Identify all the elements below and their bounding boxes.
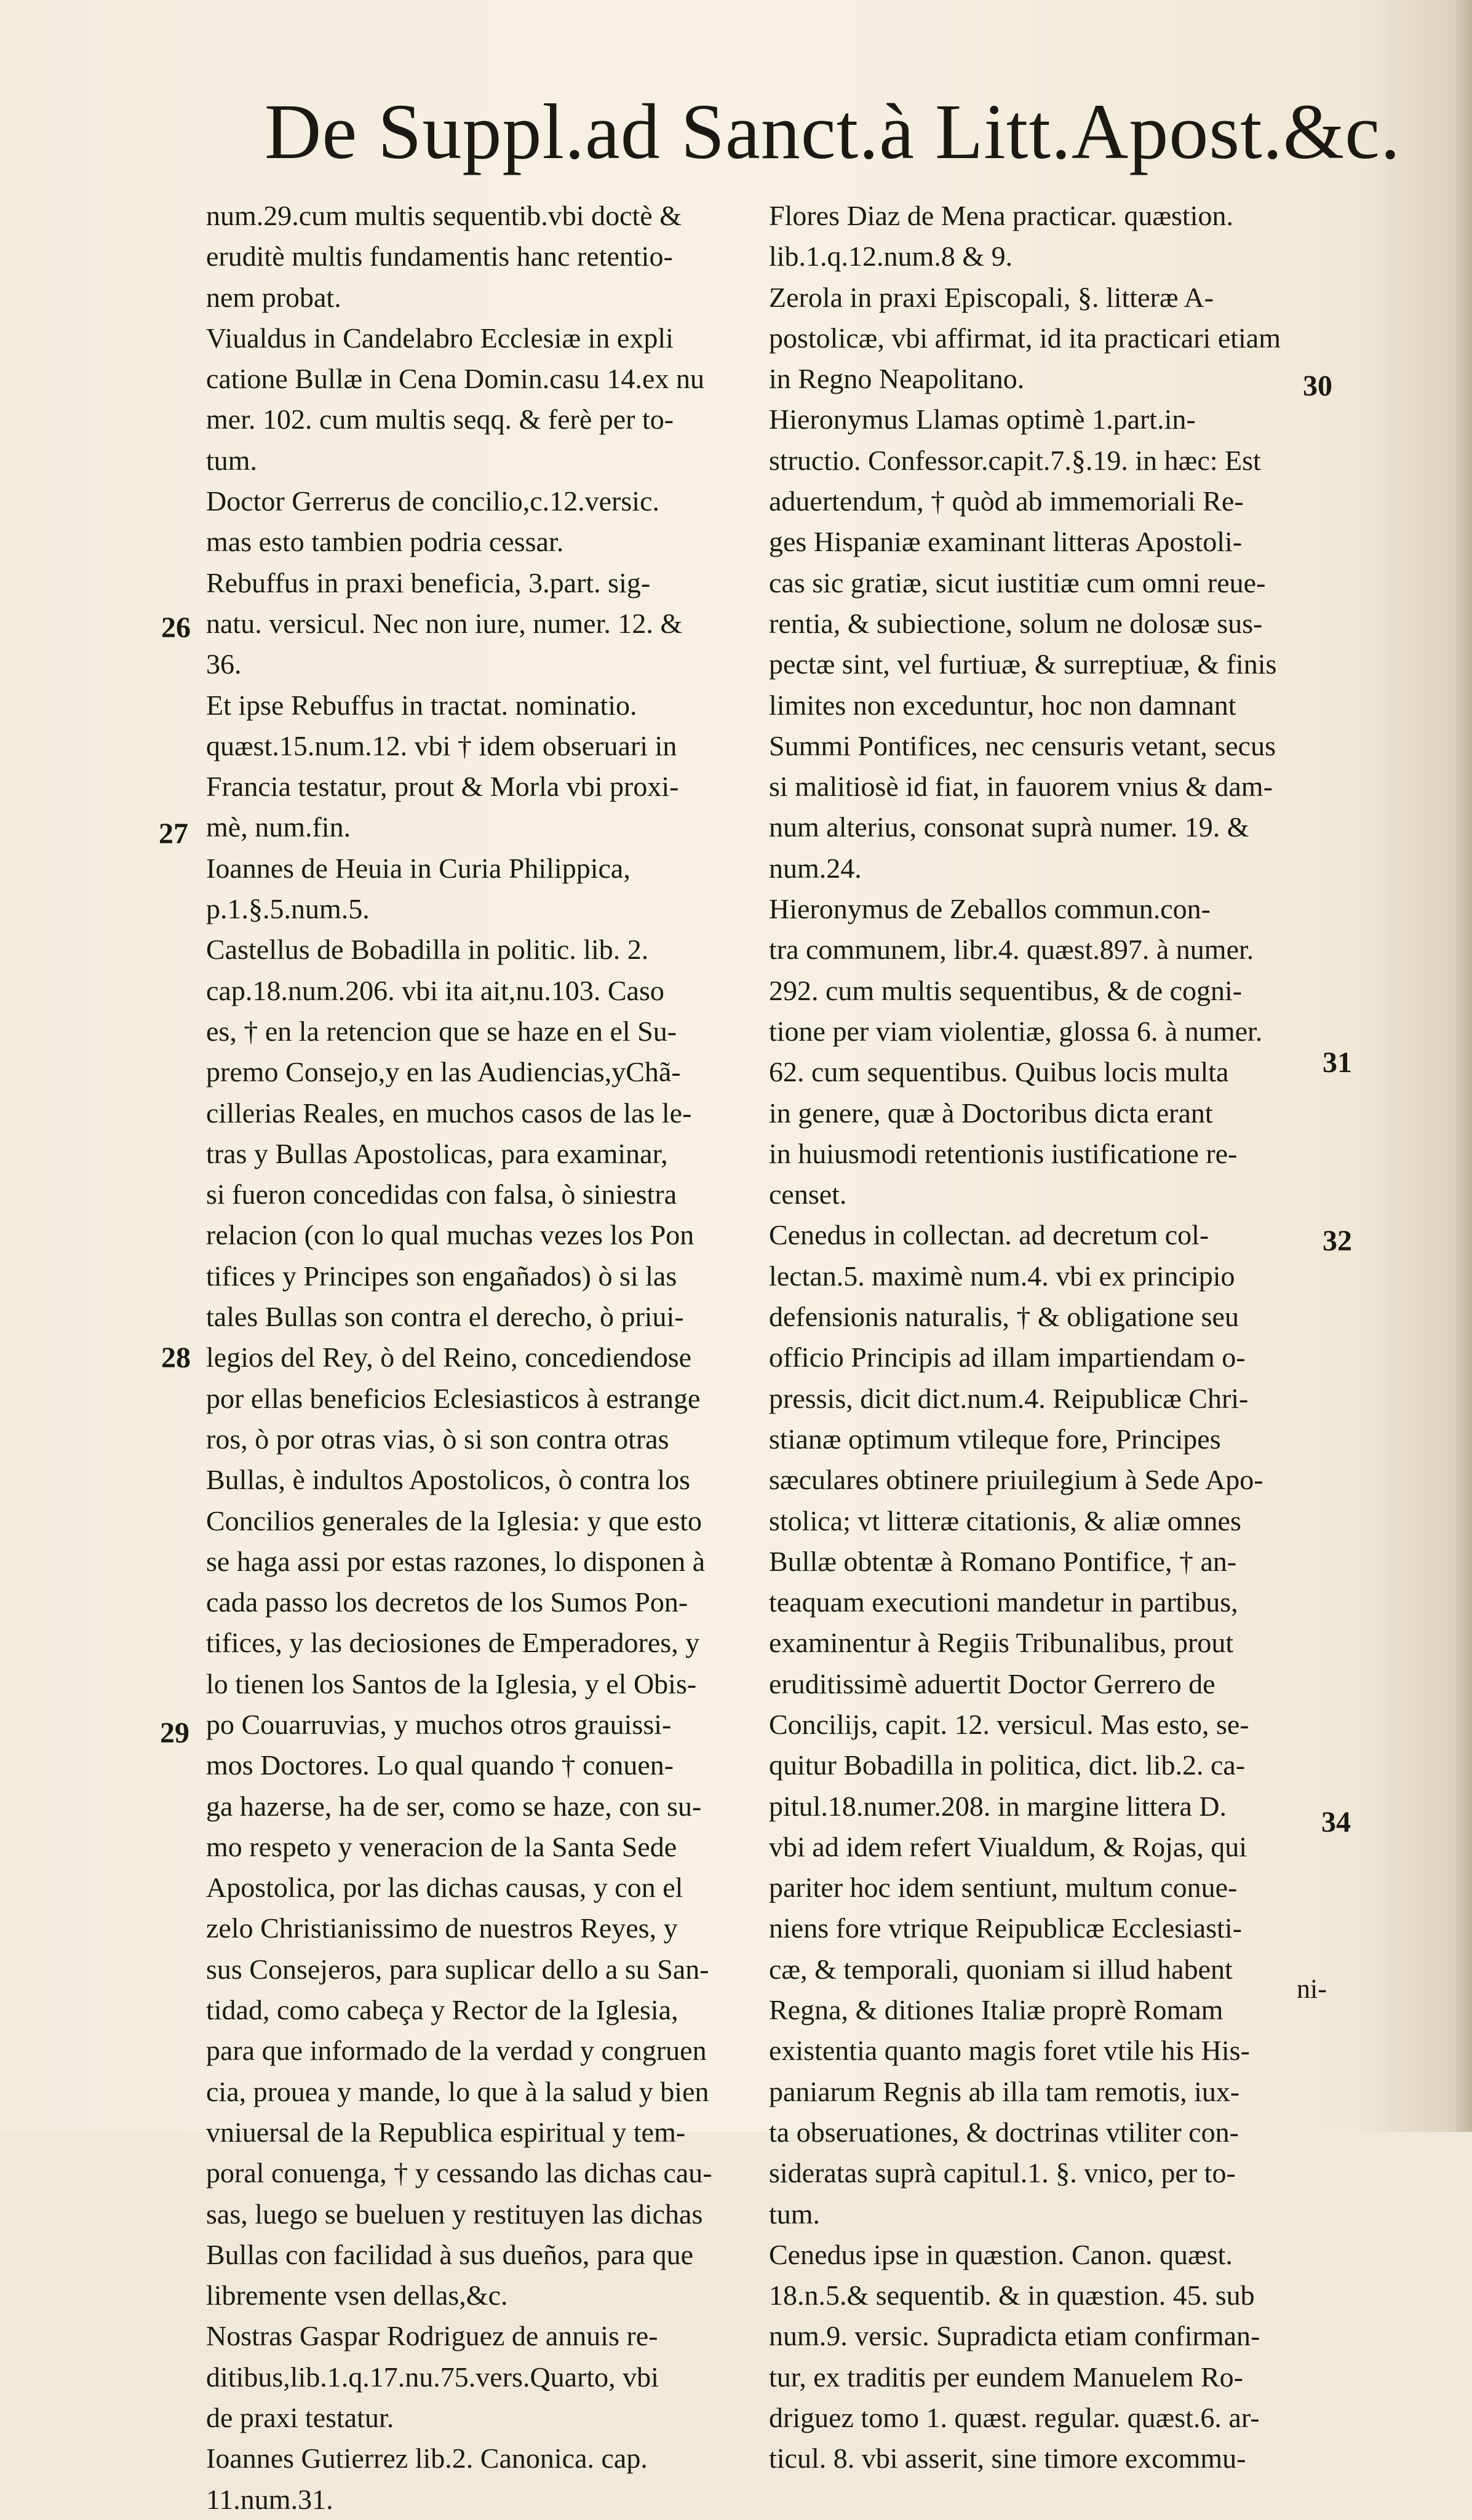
text-line: ditibus,lib.1.q.17.nu.75.vers.Quarto, vbi: [206, 2361, 659, 2393]
text-line: ges Hispaniæ examinant litteras Apostoli-: [769, 526, 1243, 558]
text-line: po Couarruvias, y muchos otros grauissi-: [206, 1708, 672, 1740]
text-line: cia, prouea y mande, lo que à la salud y bien: [206, 2075, 709, 2107]
text-line: mos Doctores. Lo qual quando † conuen-: [206, 1749, 674, 1781]
page-binding-edge: [1456, 0, 1472, 2132]
text-line: mè, num.fin.: [206, 811, 351, 843]
text-line: driguez tomo 1. quæst. regular. quæst.6. ar-: [769, 2402, 1260, 2434]
text-line: Viualdus in Candelabro Ecclesiæ in expli: [206, 322, 674, 354]
text-line: pitul.18.numer.208. in margine littera D.: [769, 1790, 1227, 1822]
text-line: Bullas, è indultos Apostolicos, ò contra los: [206, 1464, 691, 1496]
margin-number: 34: [1321, 1806, 1351, 1838]
text-line: Rebuffus in praxi beneficia, 3.part. sig-: [206, 566, 651, 598]
text-line: lo tienen los Santos de la Iglesia, y el Obis-: [206, 1667, 697, 1699]
text-line: 11.num.31.: [206, 2483, 333, 2515]
text-line: natu. versicul. Nec non iure, numer. 12. &: [206, 607, 683, 639]
text-line: sæculares obtinere priuilegium à Sede Apo-: [769, 1464, 1263, 1496]
text-line: quitur Bobadilla in politica, dict. lib.2. ca-: [769, 1749, 1246, 1781]
text-line: cada passo los decretos de los Sumos Pon-: [206, 1586, 688, 1618]
running-title: De Suppl.ad Sanct.à Litt.Apost.&c.: [265, 88, 1401, 175]
text-line: sus Consejeros, para suplicar dello a su San-: [206, 1953, 709, 1985]
text-line: Regna, & ditiones Italiæ proprè Romam: [769, 1994, 1223, 2026]
text-line: tifices, y las deciosiones de Emperadores, y: [206, 1627, 700, 1659]
margin-number: 28: [161, 1341, 191, 1374]
text-line: 292. cum multis sequentibus, & de cogni-: [769, 974, 1243, 1006]
text-line: ros, ò por otras vias, ò si son contra otras: [206, 1423, 669, 1455]
text-line: niens fore vtrique Reipublicæ Ecclesiasti-: [769, 1912, 1242, 1944]
text-line: vniuersal de la Republica espiritual y tem-: [206, 2116, 686, 2148]
text-line: stianæ optimum vtileque fore, Principes: [769, 1423, 1221, 1455]
text-line: poral conuenga, † y cessando las dichas cau-: [206, 2157, 712, 2189]
text-line: mer. 102. cum multis seqq. & ferè per to-: [206, 403, 674, 435]
text-line: Ioannes de Heuia in Curia Philippica,: [206, 852, 631, 884]
text-line: ga hazerse, ha de ser, como se haze, con su-: [206, 1790, 702, 1822]
text-line: defensionis naturalis, † & obligatione seu: [769, 1301, 1239, 1333]
text-line: Apostolica, por las dichas causas, y con el: [206, 1872, 683, 1904]
text-line: Cenedus ipse in quæstion. Canon. quæst.: [769, 2238, 1233, 2270]
text-line: es, † en la retencion que se haze en el Su-: [206, 1015, 677, 1047]
text-line: premo Consejo,y en las Audiencias,yChã-: [206, 1056, 681, 1088]
text-line: officio Principis ad illam impartiendam o-: [769, 1341, 1246, 1373]
text-line: sas, luego se bueluen y restituyen las dichas: [206, 2198, 703, 2230]
margin-number: 32: [1323, 1225, 1352, 1257]
text-line: in Regno Neapolitano.: [769, 363, 1025, 395]
text-line: libremente vsen dellas,&c.: [206, 2280, 508, 2311]
text-line: Bullæ obtentæ à Romano Pontifice, † an-: [769, 1545, 1237, 1577]
text-line: num.24.: [769, 852, 862, 884]
margin-number: 29: [160, 1717, 189, 1749]
text-line: tum.: [769, 2198, 821, 2230]
text-line: tidad, como cabeça y Rector de la Iglesia,: [206, 1994, 678, 2026]
text-line: 62. cum sequentibus. Quibus locis multa: [769, 1056, 1229, 1088]
text-line: Et ipse Rebuffus in tractat. nominatio.: [206, 689, 637, 721]
text-line: catione Bullæ in Cena Domin.casu 14.ex nu: [206, 363, 704, 395]
text-line: lectan.5. maximè num.4. vbi ex principio: [769, 1260, 1235, 1292]
text-line: pectæ sint, vel furtiuæ, & surreptiuæ, & finis: [769, 648, 1277, 680]
text-line: se haga assi por estas razones, lo disponen à: [206, 1545, 706, 1577]
text-line: Hieronymus Llamas optimè 1.part.in-: [769, 403, 1196, 435]
text-line: Nostras Gaspar Rodriguez de annuis re-: [206, 2320, 658, 2352]
text-line: cillerias Reales, en muchos casos de las le-: [206, 1097, 692, 1129]
margin-number: 27: [159, 817, 188, 850]
text-line: limites non exceduntur, hoc non damnant: [769, 689, 1236, 721]
text-line: tur, ex traditis per eundem Manuelem Ro-: [769, 2361, 1243, 2393]
text-line: examinentur à Regiis Tribunalibus, prout: [769, 1627, 1234, 1659]
text-line: Concilijs, capit. 12. versicul. Mas esto, se-: [769, 1708, 1249, 1740]
text-line: Doctor Gerrerus de concilio,c.12.versic.: [206, 485, 659, 517]
text-line: in genere, quæ à Doctoribus dicta erant: [769, 1097, 1213, 1129]
text-line: aduertendum, † quòd ab immemoriali Re-: [769, 485, 1244, 517]
text-line: de praxi testatur.: [206, 2402, 394, 2434]
text-line: Flores Diaz de Mena practicar. quæstion.: [769, 200, 1233, 231]
text-line: 18.n.5.& sequentib. & in quæstion. 45. sub: [769, 2280, 1255, 2311]
text-line: tales Bullas son contra el derecho, ò priui-: [206, 1301, 684, 1333]
text-line: tras y Bullas Apostolicas, para examinar,: [206, 1137, 668, 1169]
text-line: pressis, dicit dict.num.4. Reipublicæ Chri-: [769, 1382, 1249, 1414]
text-line: por ellas beneficios Eclesiasticos à estrange: [206, 1382, 701, 1414]
text-line: tifices y Principes son engañados) ò si las: [206, 1260, 677, 1292]
text-line: lib.1.q.12.num.8 & 9.: [769, 240, 1013, 272]
text-line: ta obseruationes, & doctrinas vtiliter con-: [769, 2116, 1239, 2148]
margin-number: 26: [161, 611, 191, 644]
text-line: cas sic gratiæ, sicut iustitiæ cum omni reue-: [769, 566, 1266, 598]
text-line: Francia testatur, prout & Morla vbi proxi-: [206, 771, 679, 803]
text-line: si malitiosè id fiat, in fauorem vnius & dam-: [769, 771, 1273, 803]
text-line: cap.18.num.206. vbi ita ait,nu.103. Caso: [206, 974, 664, 1006]
text-line: Concilios generales de la Iglesia: y que esto: [206, 1504, 702, 1536]
text-line: mo respeto y veneracion de la Santa Sede: [206, 1830, 677, 1862]
text-line: relacion (con lo qual muchas vezes los Pon: [206, 1219, 694, 1251]
text-line: Bullas con facilidad à sus dueños, para que: [206, 2238, 693, 2270]
text-line: Castellus de Bobadilla in politic. lib. 2.: [206, 934, 649, 966]
text-line: in huiusmodi retentionis iustificatione re-: [769, 1137, 1238, 1169]
text-line: num.9. versic. Supradicta etiam confirman-: [769, 2320, 1260, 2352]
margin-number: 30: [1303, 370, 1332, 402]
text-line: eruditè multis fundamentis hanc retentio-: [206, 240, 673, 272]
margin-number: 31: [1323, 1046, 1352, 1079]
text-line: rentia, & subiectione, solum ne dolosæ sus-: [769, 607, 1263, 639]
text-line: paniarum Regnis ab illa tam remotis, iux-: [769, 2075, 1240, 2107]
text-line: num.29.cum multis sequentib.vbi doctè &: [206, 200, 682, 231]
text-line: Hieronymus de Zeballos commun.con-: [769, 893, 1211, 925]
text-line: eruditissimè aduertit Doctor Gerrero de: [769, 1667, 1215, 1699]
text-line: structio. Confessor.capit.7.§.19. in hæc: Est: [769, 444, 1261, 476]
text-line: p.1.§.5.num.5.: [206, 893, 370, 925]
text-line: si fueron concedidas con falsa, ò siniestra: [206, 1179, 677, 1210]
text-line: num alterius, consonat suprà numer. 19. &: [769, 811, 1249, 843]
text-line: Zerola in praxi Episcopali, §. litteræ A-: [769, 281, 1214, 313]
text-line: 36.: [206, 648, 242, 680]
text-line: stolica; vt litteræ citationis, & aliæ omnes: [769, 1504, 1241, 1536]
text-line: zelo Christianissimo de nuestros Reyes, y: [206, 1912, 678, 1944]
text-line: Summi Pontifices, nec censuris vetant, secus: [769, 729, 1276, 761]
text-line: legios del Rey, ò del Reino, concediendose: [206, 1341, 692, 1373]
text-line: censet.: [769, 1179, 847, 1210]
catchword: ni-: [1297, 1974, 1327, 2004]
text-line: mas esto tambien podria cessar.: [206, 526, 564, 558]
text-line: ticul. 8. vbi asserit, sine timore excommu-: [769, 2442, 1246, 2474]
text-line: nem probat.: [206, 281, 341, 313]
text-line: tum.: [206, 444, 258, 476]
right-column: [769, 196, 1310, 2479]
text-line: existentia quanto magis foret vtile his His-: [769, 2035, 1250, 2067]
text-line: Ioannes Gutierrez lib.2. Canonica. cap.: [206, 2442, 648, 2474]
text-line: cæ, & temporali, quoniam si illud habent: [769, 1953, 1233, 1985]
text-line: vbi ad idem refert Viualdum, & Rojas, qui: [769, 1830, 1247, 1862]
text-line: Cenedus in collectan. ad decretum col-: [769, 1219, 1209, 1251]
text-line: teaquam executioni mandetur in partibus,: [769, 1586, 1238, 1618]
text-line: tione per viam violentiæ, glossa 6. à numer.: [769, 1015, 1263, 1047]
text-line: tra communem, libr.4. quæst.897. à numer.: [769, 934, 1254, 966]
text-line: para que informado de la verdad y congruen: [206, 2035, 707, 2067]
text-line: postolicæ, vbi affirmat, id ita practicari etiam: [769, 322, 1281, 354]
text-line: sideratas suprà capitul.1. §. vnico, per to-: [769, 2157, 1236, 2189]
left-column: [206, 196, 735, 2520]
text-line: quæst.15.num.12. vbi † idem obseruari in: [206, 729, 677, 761]
text-line: pariter hoc idem sentiunt, multum conue-: [769, 1872, 1238, 1904]
